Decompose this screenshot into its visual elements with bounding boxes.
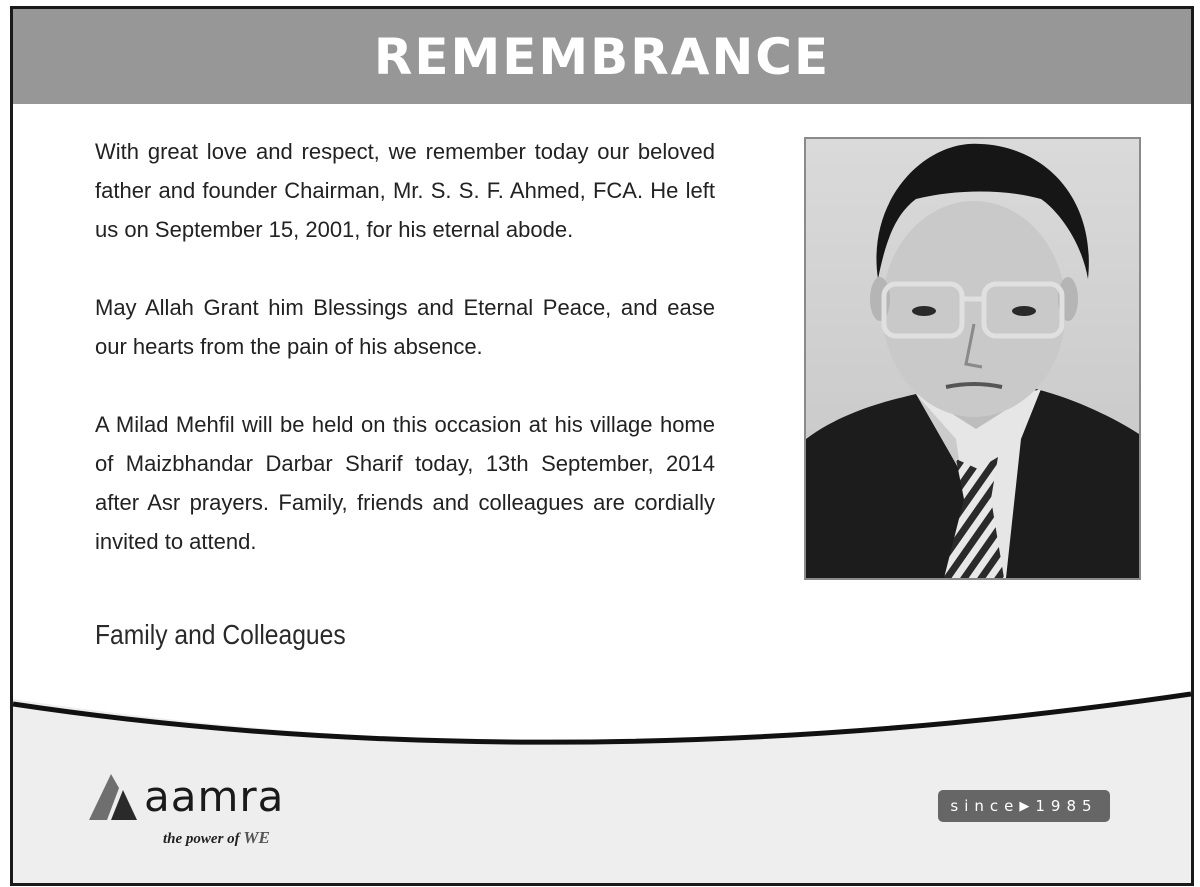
signature: Family and Colleagues xyxy=(95,619,346,650)
since-label: since xyxy=(950,797,1020,815)
logo-tagline xyxy=(163,828,270,848)
paragraph-tribute: With great love and respect, we remember today our beloved father and founder Chairman, Mr. S. S. F. Ahmed, FCA. He left us on September 15, 2001, for his eternal abode. xyxy=(95,139,715,242)
remembrance-notice xyxy=(10,6,1194,886)
tagline-emphasis: WE xyxy=(243,828,270,847)
paragraph-milad-invitation: A Milad Mehfil will be held on this occasion at his village home of Maizbhandar Darbar Sharif today, 13th September, 2014 after Asr prayers. Family, friends and colleagues are cordially invited to attend. xyxy=(95,412,715,554)
page-title: REMEMBRANCE xyxy=(373,27,831,86)
play-triangle-icon: ▶ xyxy=(1019,798,1030,814)
portrait-photo xyxy=(804,137,1141,580)
aamra-logo xyxy=(89,766,309,846)
logo-wordmark: aamra xyxy=(144,772,285,821)
tagline-prefix: the power of xyxy=(163,831,244,847)
since-year: 1985 xyxy=(1035,797,1098,815)
title-banner xyxy=(13,9,1191,104)
aamra-logo-mark-icon xyxy=(89,770,141,822)
since-badge xyxy=(938,790,1110,822)
paragraph-prayer: May Allah Grant him Blessings and Eternal Peace, and ease our hearts from the pain of his absence. xyxy=(95,295,715,359)
notice-body xyxy=(95,132,715,600)
